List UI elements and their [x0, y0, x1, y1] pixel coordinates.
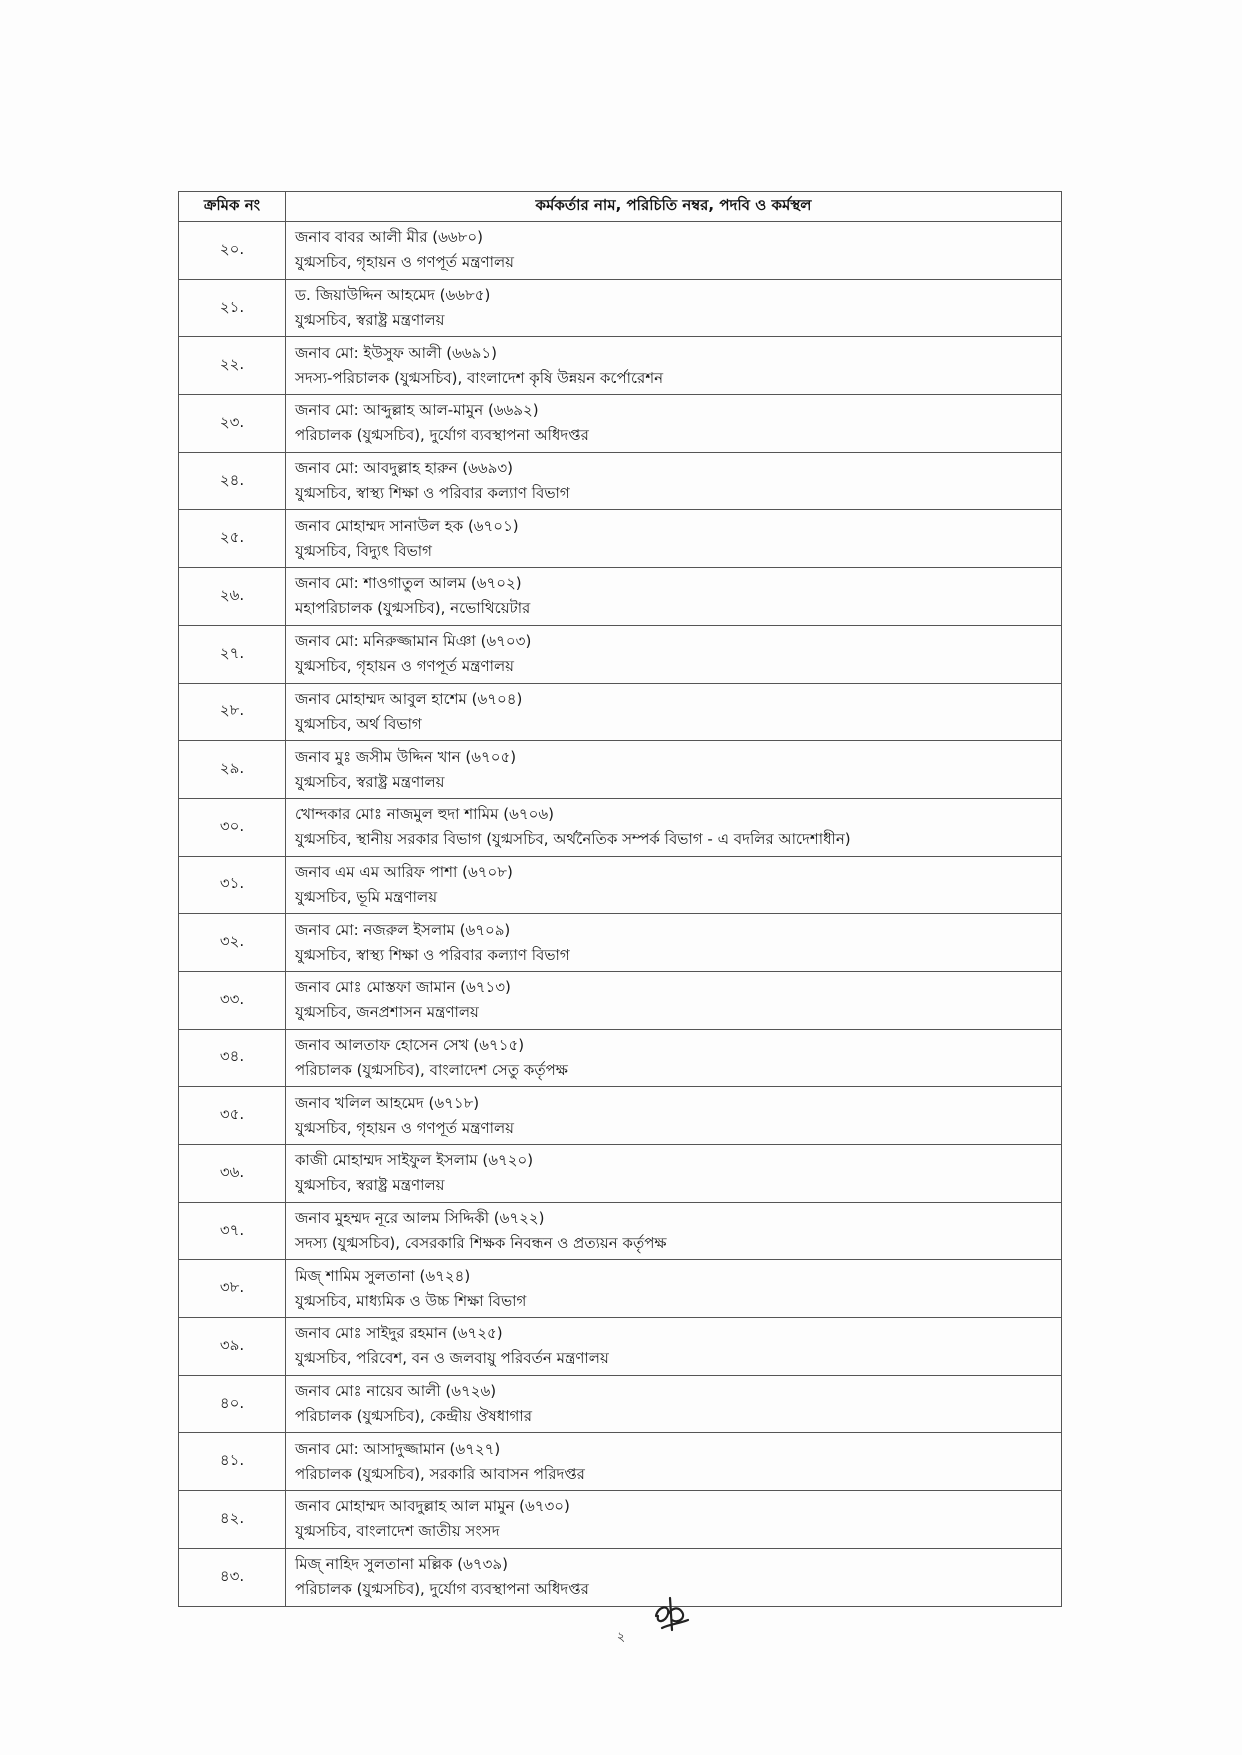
officer-post: সদস্য (যুগ্মসচিব), বেসরকারি শিক্ষক নিবন্ধন ও প্রত্যয়ন কর্তৃপক্ষ — [295, 1234, 667, 1253]
officer-detail — [286, 1433, 1062, 1491]
officer-post: পরিচালক (যুগ্মসচিব), বাংলাদেশ সেতু কর্তৃপক্ষ — [295, 1060, 568, 1079]
officer-detail — [286, 1087, 1062, 1145]
officer-name: মিজ্ নাহিদ সুলতানা মল্লিক (৬৭৩৯) — [295, 1555, 508, 1574]
officer-detail — [286, 914, 1062, 972]
table-row — [179, 625, 1062, 683]
officer-post: পরিচালক (যুগ্মসচিব), সরকারি আবাসন পরিদপ্তর — [295, 1464, 585, 1483]
table-row — [179, 1491, 1062, 1549]
officer-detail — [286, 971, 1062, 1029]
officer-post: যুগ্মসচিব, অর্থ বিভাগ — [295, 714, 422, 733]
table-row — [179, 741, 1062, 799]
serial-number: ২৬. — [179, 568, 286, 626]
serial-number: ৪৩. — [179, 1548, 286, 1606]
officer-name: জনাব মো: আবদুল্লাহ হারুন (৬৬৯৩) — [295, 459, 513, 478]
serial-number: ৩৩. — [179, 971, 286, 1029]
officer-post: যুগ্মসচিব, স্বাস্থ্য শিক্ষা ও পরিবার কল্যাণ বিভাগ — [295, 484, 570, 503]
officer-table — [178, 191, 1062, 1607]
serial-number: ২৯. — [179, 741, 286, 799]
serial-number: ৪১. — [179, 1433, 286, 1491]
table-row — [179, 971, 1062, 1029]
officer-post: পরিচালক (যুগ্মসচিব), দুর্যোগ ব্যবস্থাপনা অধিদপ্তর — [295, 426, 589, 445]
officer-post: যুগ্মসচিব, গৃহায়ন ও গণপূর্ত মন্ত্রণালয় — [295, 1118, 514, 1137]
serial-number: ২৭. — [179, 625, 286, 683]
officer-name: জনাব মোঃ নায়েব আলী (৬৭২৬) — [295, 1382, 497, 1401]
serial-number: ৩৬. — [179, 1145, 286, 1203]
serial-number: ৩১. — [179, 856, 286, 914]
officer-post: যুগ্মসচিব, স্বরাষ্ট্র মন্ত্রণালয় — [295, 772, 445, 791]
serial-number: ২১. — [179, 279, 286, 337]
officer-name: জনাব এম এম আরিফ পাশা (৬৭০৮) — [295, 862, 513, 881]
officer-name: জনাব মো: আসাদুজ্জামান (৬৭২৭) — [295, 1439, 501, 1458]
table-row — [179, 1375, 1062, 1433]
table-row — [179, 279, 1062, 337]
table-row — [179, 1202, 1062, 1260]
serial-number: ৩২. — [179, 914, 286, 972]
officer-detail — [286, 683, 1062, 741]
officer-detail — [286, 1491, 1062, 1549]
officer-post: যুগ্মসচিব, গৃহায়ন ও গণপূর্ত মন্ত্রণালয় — [295, 657, 514, 676]
officer-post: যুগ্মসচিব, পরিবেশ, বন ও জলবায়ু পরিবর্তন মন্ত্রণালয় — [295, 1349, 609, 1368]
serial-number: ৩৯. — [179, 1318, 286, 1376]
officer-post: যুগ্মসচিব, বাংলাদেশ জাতীয় সংসদ — [295, 1522, 500, 1541]
officer-detail — [286, 741, 1062, 799]
officer-name: জনাব মো: ইউসুফ আলী (৬৬৯১) — [295, 343, 497, 362]
officer-name: জনাব মো: মনিরুজ্জামান মিঞা (৬৭০৩) — [295, 632, 532, 651]
officer-name: জনাব আলতাফ হোসেন সেখ (৬৭১৫) — [295, 1035, 525, 1054]
table-row — [179, 914, 1062, 972]
officer-detail — [286, 798, 1062, 856]
officer-detail — [286, 337, 1062, 395]
officer-detail — [286, 1260, 1062, 1318]
serial-number: ৪২. — [179, 1491, 286, 1549]
table-row — [179, 337, 1062, 395]
detail-column-header: কর্মকর্তার নাম, পরিচিতি নম্বর, পদবি ও কর্মস্থল — [286, 192, 1062, 222]
officer-name: কাজী মোহাম্মদ সাইফুল ইসলাম (৬৭২০) — [295, 1151, 534, 1170]
officer-detail — [286, 1202, 1062, 1260]
officer-post: যুগ্মসচিব, মাধ্যমিক ও উচ্চ শিক্ষা বিভাগ — [295, 1291, 527, 1310]
officer-post: যুগ্মসচিব, ভূমি মন্ত্রণালয় — [295, 887, 438, 906]
officer-name: জনাব মো: শাওগাতুল আলম (৬৭০২) — [295, 574, 522, 593]
officer-post: যুগ্মসচিব, বিদ্যুৎ বিভাগ — [295, 541, 432, 560]
officer-detail — [286, 510, 1062, 568]
officer-post: পরিচালক (যুগ্মসচিব), দুর্যোগ ব্যবস্থাপনা অধিদপ্তর — [295, 1580, 589, 1599]
table-body — [179, 222, 1062, 1607]
officer-detail — [286, 1375, 1062, 1433]
table-row — [179, 1029, 1062, 1087]
officer-detail — [286, 279, 1062, 337]
officer-post: যুগ্মসচিব, স্বরাষ্ট্র মন্ত্রণালয় — [295, 311, 445, 330]
serial-number: ২৮. — [179, 683, 286, 741]
officer-detail — [286, 1318, 1062, 1376]
serial-number: ৩৪. — [179, 1029, 286, 1087]
officer-name: জনাব মুঃ জসীম উদ্দিন খান (৬৭০৫) — [295, 747, 517, 766]
officer-detail — [286, 568, 1062, 626]
officer-name: জনাব খলিল আহমেদ (৬৭১৮) — [295, 1093, 480, 1112]
officer-detail — [286, 452, 1062, 510]
officer-post: যুগ্মসচিব, স্বরাষ্ট্র মন্ত্রণালয় — [295, 1176, 445, 1195]
officer-detail — [286, 222, 1062, 280]
officer-post: মহাপরিচালক (যুগ্মসচিব), নভোথিয়েটার — [295, 599, 531, 618]
table-row — [179, 1433, 1062, 1491]
table-row — [179, 1318, 1062, 1376]
officer-name: জনাব বাবর আলী মীর (৬৬৮০) — [295, 228, 483, 247]
officer-post: যুগ্মসচিব, স্বাস্থ্য শিক্ষা ও পরিবার কল্যাণ বিভাগ — [295, 945, 570, 964]
table-header-row — [179, 192, 1062, 222]
officer-post: যুগ্মসচিব, গৃহায়ন ও গণপূর্ত মন্ত্রণালয় — [295, 253, 514, 272]
officer-name: মিজ্ শামিম সুলতানা (৬৭২৪) — [295, 1266, 471, 1285]
officer-name: জনাব মোঃ সাইদুর রহমান (৬৭২৫) — [295, 1324, 503, 1343]
table-row — [179, 568, 1062, 626]
serial-number: ২২. — [179, 337, 286, 395]
serial-number: ৪০. — [179, 1375, 286, 1433]
officer-detail — [286, 1029, 1062, 1087]
serial-number: ২০. — [179, 222, 286, 280]
serial-number: ৩৫. — [179, 1087, 286, 1145]
officer-detail — [286, 395, 1062, 453]
table-row — [179, 856, 1062, 914]
officer-detail — [286, 856, 1062, 914]
table-row — [179, 1145, 1062, 1203]
table-row — [179, 452, 1062, 510]
table-row — [179, 1260, 1062, 1318]
serial-number: ৩৮. — [179, 1260, 286, 1318]
serial-number: ২৪. — [179, 452, 286, 510]
officer-name: জনাব মোহাম্মদ আবদুল্লাহ আল মামুন (৬৭৩০) — [295, 1497, 570, 1516]
table-row — [179, 798, 1062, 856]
officer-name: জনাব মোঃ মোস্তফা জামান (৬৭১৩) — [295, 978, 511, 997]
table-row — [179, 1087, 1062, 1145]
table-row — [179, 1548, 1062, 1606]
serial-column-header: ক্রমিক নং — [179, 192, 286, 222]
officer-name: জনাব মোহাম্মদ সানাউল হক (৬৭০১) — [295, 516, 519, 535]
officer-name: জনাব মো: আব্দুল্লাহ আল-মামুন (৬৬৯২) — [295, 401, 539, 420]
officer-post: যুগ্মসচিব, জনপ্রশাসন মন্ত্রণালয় — [295, 1003, 479, 1022]
officer-name: জনাব মোহাম্মদ আবুল হাশেম (৬৭০৪) — [295, 689, 523, 708]
serial-number: ৩৭. — [179, 1202, 286, 1260]
officer-post: যুগ্মসচিব, স্থানীয় সরকার বিভাগ (যুগ্মসচিব, অর্থনৈতিক সম্পর্ক বিভাগ - এ বদলির আদেশাধীন) — [295, 830, 851, 849]
serial-number: ২৫. — [179, 510, 286, 568]
serial-number: ৩০. — [179, 798, 286, 856]
officer-name: জনাব মুহম্মদ নূরে আলম সিদ্দিকী (৬৭২২) — [295, 1209, 545, 1228]
table-row — [179, 395, 1062, 453]
serial-number: ২৩. — [179, 395, 286, 453]
table-row — [179, 510, 1062, 568]
table-row — [179, 683, 1062, 741]
officer-name: খোন্দকার মোঃ নাজমুল হুদা শামিম (৬৭০৬) — [295, 805, 554, 824]
officer-detail — [286, 625, 1062, 683]
officer-detail — [286, 1145, 1062, 1203]
officer-post: পরিচালক (যুগ্মসচিব), কেন্দ্রীয় ঔষধাগার — [295, 1407, 532, 1426]
officer-name: ড. জিয়াউদ্দিন আহমেদ (৬৬৮৫) — [295, 286, 491, 305]
officer-post: সদস্য-পরিচালক (যুগ্মসচিব), বাংলাদেশ কৃষি উন্নয়ন কর্পোরেশন — [295, 368, 664, 387]
officer-name: জনাব মো: নজরুল ইসলাম (৬৭০৯) — [295, 920, 511, 939]
table-row — [179, 222, 1062, 280]
page-number: ২ — [616, 1630, 626, 1645]
